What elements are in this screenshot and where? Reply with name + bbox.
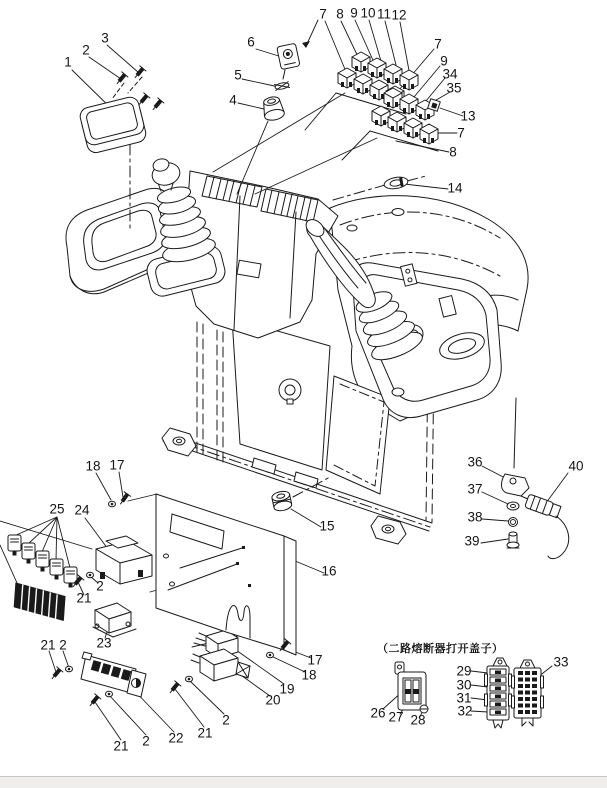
- callout-10-9: 10: [360, 5, 376, 21]
- fuse-holder-26-28: [395, 662, 428, 713]
- callout-18-38: 18: [301, 667, 317, 683]
- callout-8-7: 8: [336, 6, 344, 22]
- switch-body-4: [261, 95, 285, 122]
- callout-34-14: 34: [442, 66, 458, 82]
- callout-22-33: 22: [168, 730, 184, 746]
- callout-2-1: 2: [82, 42, 90, 58]
- terminal-strip-22: [81, 652, 146, 697]
- callout-7-6: 7: [319, 6, 327, 22]
- callout-17-39: 17: [307, 652, 323, 668]
- callout-5-4: 5: [234, 67, 242, 83]
- callout-18-20: 18: [85, 458, 101, 474]
- lighter-socket-40: [525, 494, 569, 559]
- callout-32-51: 32: [457, 703, 473, 719]
- callout-20-36: 20: [265, 692, 281, 708]
- bolt-39: [507, 532, 519, 548]
- callout-6-5: 6: [247, 34, 255, 50]
- fuse-box-front-29-32: [485, 658, 512, 728]
- callout-2-26: 2: [96, 578, 104, 594]
- callout-21-34: 21: [197, 725, 213, 741]
- callout-37-41: 37: [467, 481, 483, 497]
- bracket-36: [501, 474, 530, 500]
- callout-38-42: 38: [467, 509, 483, 525]
- callout-7-17: 7: [457, 125, 465, 141]
- callout-7-12: 7: [434, 36, 442, 52]
- relay-23: [93, 603, 136, 637]
- callout-24-25: 24: [74, 502, 90, 518]
- relay-box-24: [96, 536, 152, 584]
- callout-3-2: 3: [101, 30, 109, 46]
- callout-25-24: 25: [49, 501, 65, 517]
- callout-2-32: 2: [142, 733, 150, 749]
- callout-9-8: 9: [350, 5, 358, 21]
- callout-23-30: 23: [96, 635, 112, 651]
- fuse-box-rear-33: [512, 660, 544, 726]
- callout-35-15: 35: [446, 80, 462, 96]
- diode-fuses-25: [8, 535, 77, 588]
- bottom-strip: [0, 776, 607, 788]
- callout-40-44: 40: [568, 458, 584, 474]
- callout-13-16: 13: [460, 108, 476, 124]
- callout-29-48: 29: [456, 663, 472, 679]
- callout-30-49: 30: [456, 677, 472, 693]
- callout-16-23: 16: [321, 563, 337, 579]
- callout-21-31: 21: [113, 738, 129, 754]
- callout-19-37: 19: [279, 681, 295, 697]
- callout-9-13: 9: [440, 53, 448, 69]
- callout-2-29: 2: [59, 637, 67, 653]
- switch-6: [277, 43, 300, 79]
- washer-5: [275, 82, 290, 91]
- display-module-1: [78, 95, 147, 154]
- callout-26-45: 26: [370, 705, 386, 721]
- mounting-plate-16: [156, 494, 296, 655]
- callout-8-18: 8: [449, 144, 457, 160]
- callout-2-35: 2: [222, 712, 230, 728]
- callout-39-43: 39: [464, 533, 480, 549]
- callout-17-21: 17: [109, 457, 125, 473]
- relay-block: [13, 583, 65, 620]
- callout-14-19: 14: [447, 180, 463, 196]
- callout-31-50: 31: [456, 690, 472, 706]
- callout-36-40: 36: [467, 454, 483, 470]
- washer-37: [507, 502, 519, 510]
- fuse-caption: （二路熔断器打开盖子）: [377, 643, 504, 655]
- callout-11-10: 11: [376, 6, 392, 22]
- nut-38: [509, 518, 518, 527]
- callout-27-46: 27: [388, 709, 404, 725]
- console-assembly: [66, 157, 528, 544]
- callout-33-52: 33: [553, 654, 569, 670]
- part-14: [383, 175, 409, 190]
- callout-15-22: 15: [319, 518, 335, 534]
- callout-28-47: 28: [410, 712, 426, 728]
- callout-21-28: 21: [40, 637, 56, 653]
- callout-21-27: 21: [76, 590, 92, 606]
- grommet-15: [271, 490, 293, 512]
- callout-1-0: 1: [64, 54, 72, 70]
- callout-12-11: 12: [391, 7, 407, 23]
- callout-4-3: 4: [229, 92, 237, 108]
